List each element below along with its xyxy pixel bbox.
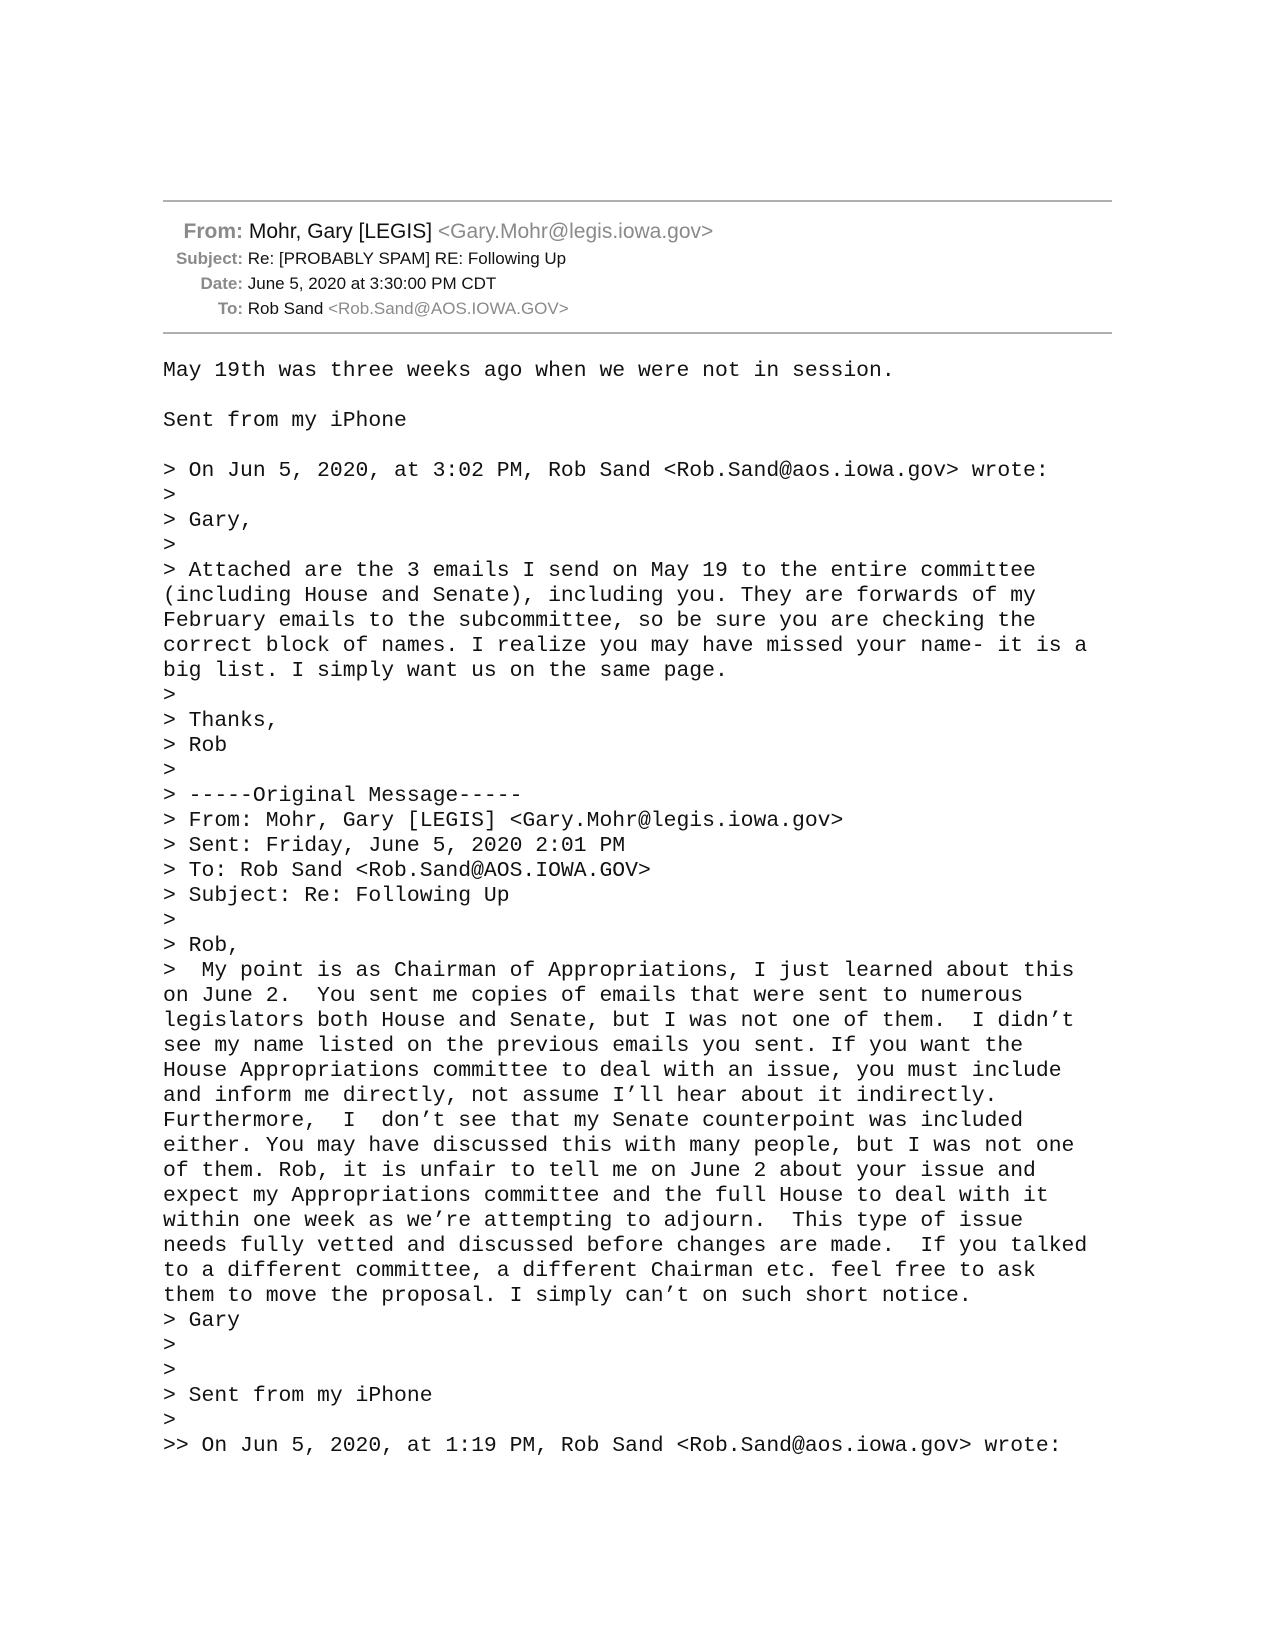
- body-line: > -----Original Message-----: [163, 784, 523, 808]
- from-name: Mohr, Gary [LEGIS]: [248, 220, 433, 243]
- body-line: >: [163, 1334, 176, 1358]
- body-line: Furthermore, I don’t see that my Senate counterpoint was included: [163, 1109, 1024, 1133]
- to-label: To:: [217, 299, 243, 318]
- body-line: either. You may have discussed this with many people, but I was not one: [163, 1134, 1075, 1158]
- body-line: Sent from my iPhone: [163, 409, 407, 433]
- body-line: >: [163, 534, 176, 558]
- body-line: them to move the proposal. I simply can’t on such short notice.: [163, 1284, 972, 1308]
- body-line: needs fully vetted and discussed before changes are made. If you talked: [163, 1234, 1088, 1258]
- to-name: Rob Sand: [247, 299, 324, 318]
- body-line: > Sent: Friday, June 5, 2020 2:01 PM: [163, 834, 626, 858]
- from-email: <Gary.Mohr@legis.iowa.gov>: [437, 220, 714, 243]
- date-label: Date:: [200, 274, 243, 293]
- date-value: June 5, 2020 at 3:30:00 PM CDT: [247, 274, 497, 293]
- body-line: on June 2. You sent me copies of emails that were sent to numerous: [163, 984, 1024, 1008]
- subject-row: [163, 246, 1112, 271]
- body-line: > Gary,: [163, 509, 253, 533]
- body-line: big list. I simply want us on the same page.: [163, 659, 728, 683]
- body-line: >: [163, 909, 176, 933]
- body-line: >: [163, 684, 176, 708]
- body-line: >: [163, 1359, 176, 1383]
- body-line: > Attached are the 3 emails I send on May 19 to the entire committee: [163, 559, 1036, 583]
- header-bottom-divider: [163, 332, 1112, 334]
- body-line: (including House and Senate), including you. They are forwards of my: [163, 584, 1036, 608]
- body-line: > Rob: [163, 734, 228, 758]
- email-header-block: [163, 218, 1112, 321]
- body-line: > Rob,: [163, 934, 241, 958]
- to-row: [163, 296, 1112, 321]
- body-line: > On Jun 5, 2020, at 3:02 PM, Rob Sand <Rob.Sand@aos.iowa.gov> wrote:: [163, 459, 1049, 483]
- body-line: >: [163, 484, 176, 508]
- date-row: [163, 271, 1112, 296]
- body-line: and inform me directly, not assume I’ll hear about it indirectly.: [163, 1084, 998, 1108]
- body-line: >: [163, 759, 176, 783]
- from-row: [163, 218, 1112, 246]
- body-line: correct block of names. I realize you may have missed your name- it is a: [163, 634, 1088, 658]
- body-line: >> On Jun 5, 2020, at 1:19 PM, Rob Sand <Rob.Sand@aos.iowa.gov> wrote:: [163, 1434, 1062, 1458]
- subject-label: Subject:: [175, 249, 243, 268]
- to-email: <Rob.Sand@AOS.IOWA.GOV>: [328, 299, 569, 318]
- body-line: of them. Rob, it is unfair to tell me on June 2 about your issue and: [163, 1159, 1036, 1183]
- body-line: expect my Appropriations committee and the full House to deal with it: [163, 1184, 1049, 1208]
- body-line: > My point is as Chairman of Appropriations, I just learned about this: [163, 959, 1075, 983]
- body-line: > Gary: [163, 1309, 241, 1333]
- body-line: see my name listed on the previous emails you sent. If you want the: [163, 1034, 1024, 1058]
- body-line: > Thanks,: [163, 709, 279, 733]
- from-label: From:: [183, 220, 243, 243]
- body-line: May 19th was three weeks ago when we were not in session.: [163, 359, 895, 383]
- body-line: > To: Rob Sand <Rob.Sand@AOS.IOWA.GOV>: [163, 859, 651, 883]
- body-line: > Sent from my iPhone: [163, 1384, 433, 1408]
- body-line: February emails to the subcommittee, so be sure you are checking the: [163, 609, 1036, 633]
- body-line: to a different committee, a different Chairman etc. feel free to ask: [163, 1259, 1036, 1283]
- body-line: legislators both House and Senate, but I was not one of them. I didn’t: [163, 1009, 1075, 1033]
- body-line: within one week as we’re attempting to adjourn. This type of issue: [163, 1209, 1024, 1233]
- body-line: House Appropriations committee to deal with an issue, you must include: [163, 1059, 1062, 1083]
- header-top-divider: [163, 200, 1112, 202]
- body-line: >: [163, 1409, 176, 1433]
- email-body: [163, 359, 1087, 1459]
- subject-value: Re: [PROBABLY SPAM] RE: Following Up: [247, 249, 567, 268]
- body-line: > Subject: Re: Following Up: [163, 884, 510, 908]
- body-line: > From: Mohr, Gary [LEGIS] <Gary.Mohr@legis.iowa.gov>: [163, 809, 844, 833]
